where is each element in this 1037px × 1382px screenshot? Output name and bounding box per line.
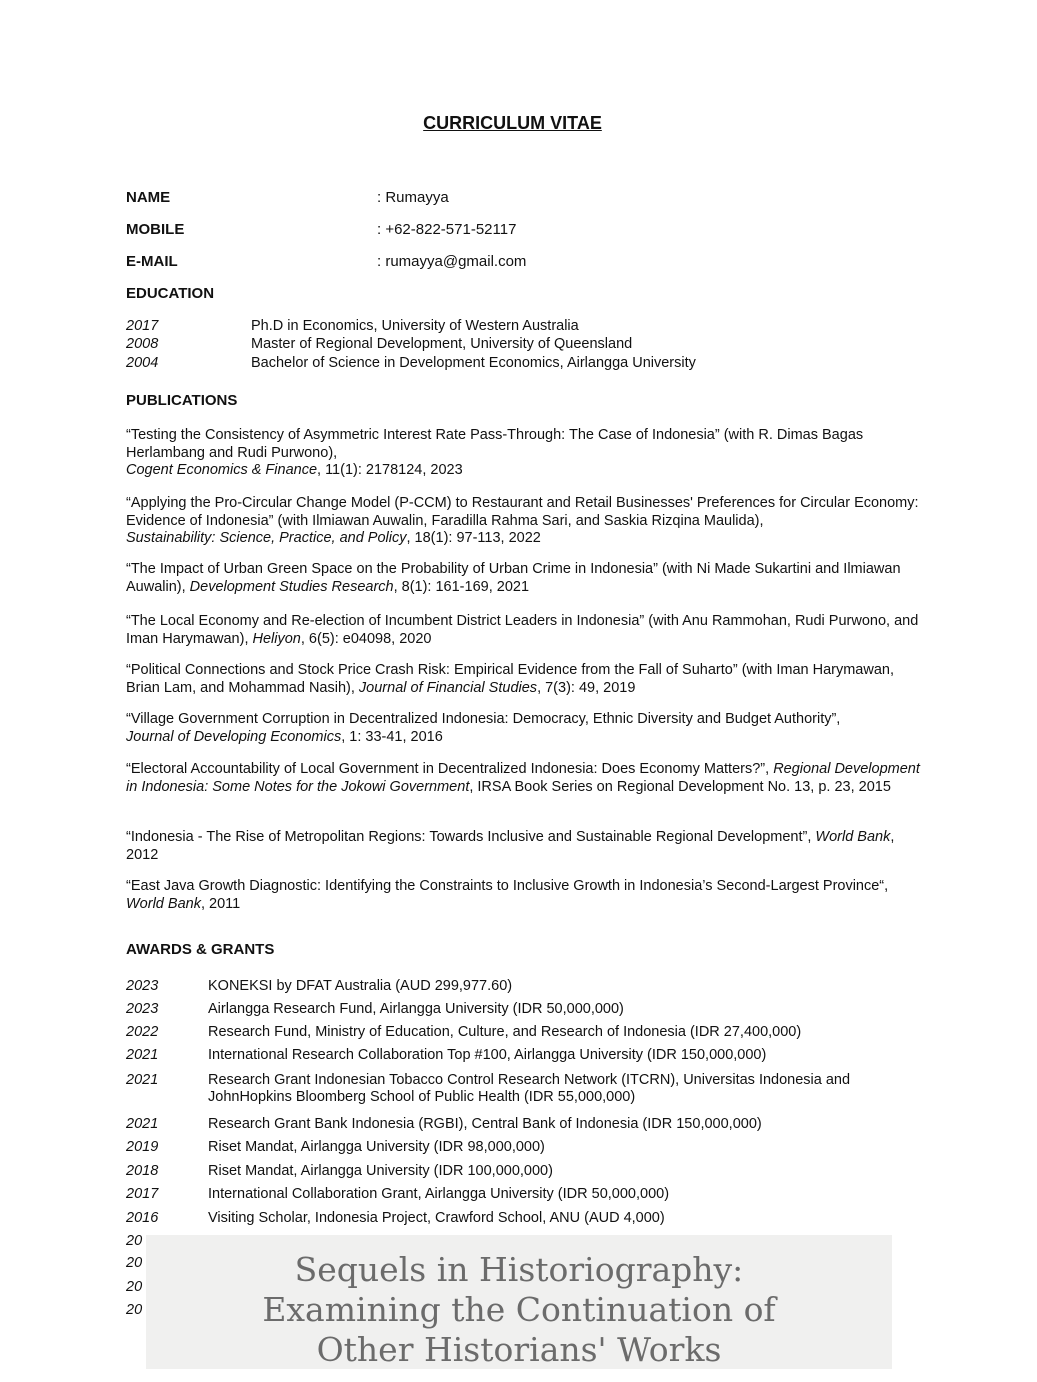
email-label: E-MAIL xyxy=(126,253,178,270)
award-year: 2023 xyxy=(126,1001,159,1017)
publication-journal: Regional Development in Indonesia: Some Notes for the Jokowi Government xyxy=(126,761,920,795)
publication-ref: , 11(1): 2178124, 2023 xyxy=(317,462,463,478)
publication-ref: , 6(5): e04098, 2020 xyxy=(300,630,432,647)
document-title: CURRICULUM VITAE xyxy=(423,113,602,133)
publication-journal: Sustainability: Science, Practice, and Policy xyxy=(126,530,407,546)
award-text: Visiting Scholar, Indonesia Project, Crawford School, ANU (AUD 4,000) xyxy=(208,1210,665,1226)
name-label: NAME xyxy=(126,189,171,206)
publication-journal: Cogent Economics & Finance xyxy=(126,462,318,478)
award-year: 20 xyxy=(126,1302,143,1318)
award-year: 20 xyxy=(126,1279,143,1295)
publication-ref: , 2011 xyxy=(200,895,241,912)
publication-journal: World Bank xyxy=(126,895,201,912)
award-text: Research Grant Indonesian Tobacco Control Research Network (ITCRN), Universitas Indonesia and JohnHopkins Bloomberg School of Public Health (IDR 55,000,000) xyxy=(208,1072,851,1105)
publication-entry xyxy=(126,561,926,596)
publication-ref: , 18(1): 97-113, 2022 xyxy=(406,530,541,546)
publication-text: “Electoral Accountability of Local Government in Decentralized Indonesia: Does Economy Matters?”, xyxy=(126,761,770,777)
publications-heading: PUBLICATIONS xyxy=(126,392,238,409)
caption-line: Sequels in Historiography: xyxy=(294,1250,744,1289)
award-year: 2017 xyxy=(126,1186,159,1202)
award-text: KONEKSI by DFAT Australia (AUD 299,977.60) xyxy=(208,978,513,994)
award-text: Research Grant Bank Indonesia (RGBI), Central Bank of Indonesia (IDR 150,000,000) xyxy=(208,1116,762,1132)
publication-text: “Testing the Consistency of Asymmetric Interest Rate Pass-Through: The Case of Indonesia” (with R. Dimas Bagas Herlambang and Rudi Purwono), xyxy=(126,427,864,461)
publication-text: “Political Connections and Stock Price Crash Risk: Empirical Evidence from the Fall of Suharto” (with Iman Harymawan, Brian Lam, and Mohammad Nasih), xyxy=(126,662,894,696)
publication-text: “Indonesia - The Rise of Metropolitan Regions: Towards Inclusive and Sustainable Regional Development”, xyxy=(126,829,812,845)
mobile-label: MOBILE xyxy=(126,221,185,238)
award-text: Riset Mandat, Airlangga University (IDR 98,000,000) xyxy=(208,1139,545,1155)
name-value: : Rumayya xyxy=(377,189,449,206)
publication-entry xyxy=(126,662,926,697)
mobile-value: : +62-822-571-52117 xyxy=(377,221,517,238)
publication-entry xyxy=(126,495,926,548)
education-degree: Ph.D in Economics, University of Western Australia xyxy=(251,318,579,334)
publication-text: “East Java Growth Diagnostic: Identifying the Constraints to Inclusive Growth in Indonesia’s Second-Largest Province“, xyxy=(126,878,889,894)
award-text: International Research Collaboration Top #100, Airlangga University (IDR 150,000,000) xyxy=(208,1047,767,1063)
award-year: 2022 xyxy=(126,1024,159,1040)
award-year: 2021 xyxy=(126,1072,159,1088)
publication-entry xyxy=(126,427,926,480)
publication-ref: , 1: 33-41, 2016 xyxy=(341,728,443,745)
award-text: Airlangga Research Fund, Airlangga University (IDR 50,000,000) xyxy=(208,1001,624,1017)
publication-entry xyxy=(126,878,926,913)
education-degree: Bachelor of Science in Development Economics, Airlangga University xyxy=(251,355,696,371)
award-year: 2016 xyxy=(126,1210,159,1226)
publication-ref: , 8(1): 161-169, 2021 xyxy=(393,578,530,595)
award-year: 20 xyxy=(126,1233,143,1249)
caption-line: Examining the Continuation of xyxy=(262,1290,776,1329)
publication-journal: Heliyon xyxy=(252,630,301,647)
publication-entry xyxy=(126,761,926,796)
publication-ref: , 7(3): 49, 2019 xyxy=(537,679,636,696)
award-year: 2021 xyxy=(126,1047,159,1063)
email-value: : rumayya@gmail.com xyxy=(377,253,527,270)
education-year: 2017 xyxy=(126,318,159,334)
publication-text: “Applying the Pro-Circular Change Model (P-CCM) to Restaurant and Retail Businesses' Preferences for Circular Economy: Evidence of Indonesia” (with Ilmiawan Auwalin, Faradilla Rahma Sari, and Saskia Rizqina Maulida), xyxy=(126,495,919,529)
award-year: 2021 xyxy=(126,1116,159,1132)
education-year: 2004 xyxy=(126,355,159,371)
publication-text: “The Local Economy and Re-election of Incumbent District Leaders in Indonesia” (with Anu Rammohan, Rudi Purwono, and Iman Harymawan), xyxy=(126,613,919,647)
publication-journal: Journal of Developing Economics xyxy=(126,728,342,745)
publication-journal: Development Studies Research xyxy=(189,578,394,595)
awards-heading: AWARDS & GRANTS xyxy=(126,941,275,958)
award-year: 20 xyxy=(126,1255,143,1271)
award-text: Research Fund, Ministry of Education, Culture, and Research of Indonesia (IDR 27,400,000) xyxy=(208,1024,802,1040)
publication-entry xyxy=(126,711,926,746)
publication-entry xyxy=(126,613,926,648)
award-year: 2018 xyxy=(126,1163,159,1179)
publication-text: “The Impact of Urban Green Space on the Probability of Urban Crime in Indonesia” (with Ni Made Sukartini and Ilmiawan Auwalin), xyxy=(126,561,901,595)
caption-overlay xyxy=(146,1235,892,1369)
publication-journal: Journal of Financial Studies xyxy=(358,679,538,696)
education-heading: EDUCATION xyxy=(126,285,215,302)
publication-text: “Village Government Corruption in Decentralized Indonesia: Democracy, Ethnic Diversity and Budget Authority”, xyxy=(126,711,841,727)
publication-ref: , 2012 xyxy=(126,829,895,863)
publication-entry xyxy=(126,829,926,864)
award-year: 2023 xyxy=(126,978,159,994)
education-year: 2008 xyxy=(126,336,159,352)
award-text: International Collaboration Grant, Airlangga University (IDR 50,000,000) xyxy=(208,1186,670,1202)
publication-journal: World Bank xyxy=(815,829,891,845)
caption-line: Other Historians' Works xyxy=(316,1330,722,1369)
award-year: 2019 xyxy=(126,1139,159,1155)
education-degree: Master of Regional Development, University of Queensland xyxy=(251,336,633,352)
award-text: Riset Mandat, Airlangga University (IDR 100,000,000) xyxy=(208,1163,553,1179)
publication-ref: , IRSA Book Series on Regional Development No. 13, p. 23, 2015 xyxy=(469,778,891,795)
